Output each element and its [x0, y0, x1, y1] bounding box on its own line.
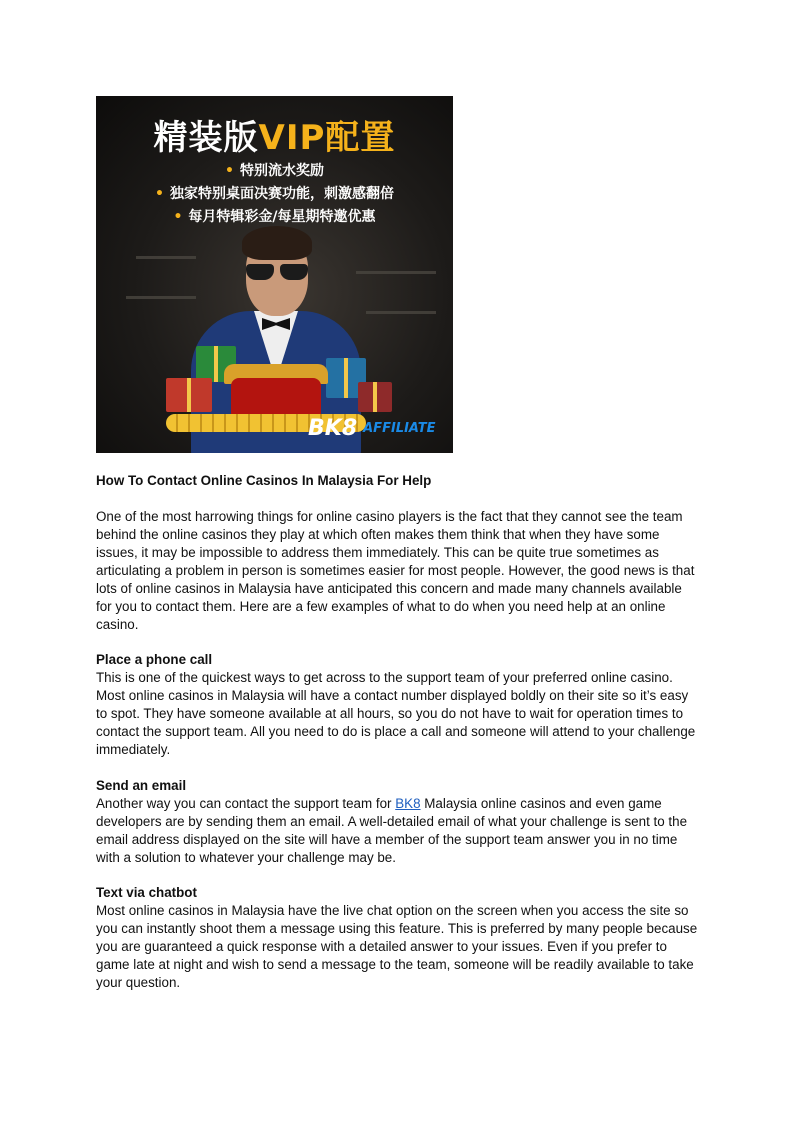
section-heading-chatbot: Text via chatbot	[96, 885, 197, 900]
bk8-affiliate-logo: BK8 AFFILIATE	[308, 415, 436, 441]
gift-box-icon	[166, 378, 212, 412]
intro-paragraph: One of the most harrowing things for online casino players is the fact that they cannot see the team behind the online casinos they play at which often makes them think that when they have some issues, it may be impossible to address them immediately. This can be quite true sometimes as articulating a problem in person is sometimes easier for most people. However, the good news is that lots of online casinos in Malaysia have anticipated this concern and made many channels available for you to contact them. Here are a few examples of what to do when you need help at an online casino.	[96, 509, 695, 632]
bullet-dot-icon: •	[173, 209, 183, 225]
chatbot-paragraph: Most online casinos in Malaysia have the live chat option on the screen when you access the site so you can instantly shoot them a message using this feature. This is preferred by many people because you are guaranteed a quick response with a detailed answer to your issues. Even if you prefer to game late at night and wish to send a message to the team, someone will be readily available to take your question.	[96, 903, 698, 990]
shelf-decoration	[366, 311, 436, 314]
sunglasses-icon	[244, 264, 310, 282]
bk8-link[interactable]: BK8	[395, 796, 421, 811]
phone-call-paragraph: This is one of the quickest ways to get across to the support team of your preferred online casino. Most online casinos in Malaysia will have a contact number displayed boldly on their site so it’s easy to spot. They have someone available at all hours, so you do not have to wait for operation times to contact the support team. All you need to do is place a call and someone will attend to your challenge immediately.	[96, 670, 696, 757]
bullet-dot-icon: •	[225, 163, 234, 179]
bullet-dot-icon: •	[155, 186, 164, 202]
section-heading-email: Send an email	[96, 778, 187, 793]
promo-banner-image	[96, 96, 453, 453]
email-paragraph: Another way you can contact the support team for BK8 Malaysia online casinos and even game developers are by sending them an email. A well-detailed email of what your challenge is sent to the email address displayed on the site will have a member of the support team answer you in no time with a solution to whatever your challenge may be.	[96, 796, 688, 865]
article-title: How To Contact Online Casinos In Malaysia For Help	[96, 473, 432, 488]
banner-bullet: • 特别流水奖励	[225, 163, 324, 179]
gift-box-icon	[358, 382, 392, 412]
shelf-decoration	[356, 271, 436, 274]
section-heading-phone-call: Place a phone call	[96, 652, 213, 667]
banner-title: 精装版VIP配置	[153, 118, 396, 158]
shelf-decoration	[136, 256, 196, 259]
shelf-decoration	[126, 296, 196, 299]
banner-bullet: • 每月特辑彩金/每星期特邀优惠	[173, 209, 376, 225]
man-hair	[242, 226, 312, 260]
banner-bullet: • 独家特别桌面决赛功能，刺激感翻倍	[155, 186, 394, 202]
